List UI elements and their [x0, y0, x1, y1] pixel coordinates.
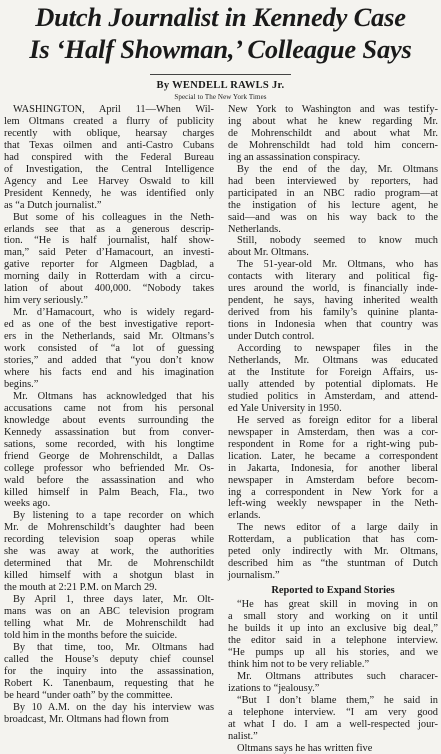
- text-line: nalist.”: [228, 730, 258, 742]
- text-line: New York to Washington and was testify-: [228, 104, 438, 115]
- text-line: newspaper in Amsterdam before becom-: [228, 474, 438, 486]
- text-line: told him in the months before the suicide.: [4, 629, 178, 641]
- text-line: killed himself with a shotgun blast in: [4, 570, 214, 582]
- text-line: wald before the assassination and who: [4, 474, 214, 486]
- text-line: pendent, he says, having inherited wealth: [228, 295, 438, 307]
- text-line: in Jakarta, Indonesia, for another liberal: [228, 462, 438, 474]
- text-line: respondent in Rome for a right-wing pub-: [228, 438, 438, 450]
- text-line: recording television soap operas while: [4, 534, 214, 546]
- text-line: left-wing weekly newspaper in the Neth-: [228, 498, 438, 510]
- text-line: she was away at work, the authorities: [4, 546, 214, 558]
- text-line: stories,” and added that “you don’t know: [4, 355, 214, 367]
- text-line: Kennedy assassination but from conver-: [4, 426, 214, 438]
- text-line: peted only indirectly with Mr. Oltmans,: [228, 546, 438, 558]
- text-line: killed himself in Palm Beach, Fla., two: [4, 486, 214, 498]
- text-line: journalism.”: [228, 570, 280, 582]
- text-line: of Investigation, the Central Intelligence: [4, 163, 214, 175]
- text-line: described him as “the stuntman of Dutch: [228, 558, 438, 570]
- text-line: erlands.: [228, 510, 261, 522]
- text-line: recently with oblique, hearsay charges: [4, 127, 214, 139]
- text-line: “But I don’t blame them,” he said in: [237, 694, 438, 706]
- text-line: Mr. de Mohrenschildt’s daughter had been: [4, 522, 214, 534]
- text-line: Rotterdam, a publication that has com-: [228, 534, 438, 546]
- text-line: ing an assassination conspiracy.: [228, 151, 361, 163]
- text-line: lem Oltmans created a flurry of publicity: [4, 115, 214, 127]
- text-line: a telephone interview. “I am very good: [228, 706, 438, 718]
- text-line: the editor said in a telephone interview.: [228, 634, 438, 646]
- text-line: But some of his colleagues in the Neth-: [13, 211, 214, 223]
- text-line: morning daily in Rotterdam with a circu-: [4, 271, 214, 283]
- text-line: college professor who befriended Mr. Os-: [4, 462, 214, 474]
- text-line: knowledge about events surrounding the: [4, 414, 214, 426]
- text-line: He served as foreign editor for a liberal: [237, 414, 438, 426]
- text-line: tion. “He is half journalist, half show-: [4, 235, 214, 247]
- text-line: begins.”: [4, 378, 39, 390]
- text-line: called the House’s deputy chief counsel: [4, 653, 214, 665]
- text-line: By April 1, three days later, Mr. Olt-: [13, 594, 214, 606]
- text-line: By the end of the day, Mr. Oltmans: [237, 163, 438, 175]
- text-line: Agency and Lee Harvey Oswald to kill: [4, 175, 214, 187]
- text-line: derived from his family’s quinine planta-: [228, 307, 438, 319]
- text-line: By listening to a tape recorder on which: [13, 510, 214, 522]
- text-line: Mr. d’Hamacourt, who is widely regard-: [13, 307, 214, 319]
- text-line: “He has great skill in moving in on: [237, 599, 438, 611]
- text-line: accusations came not from his personal: [4, 402, 214, 414]
- text-line: The news editor of a large daily in: [237, 522, 438, 534]
- text-line: According to newspaper files in the: [237, 343, 438, 355]
- text-line: Robert K. Tanenbaum, requesting that he: [4, 677, 214, 689]
- text-line: lication. Later, he became a correspondent: [228, 450, 438, 462]
- headline-line-1: Dutch Journalist in Kennedy Case: [35, 2, 406, 32]
- text-line: said—and was on his way back to the: [228, 211, 438, 223]
- text-line: had been interviewed by reporters, had: [228, 175, 438, 187]
- text-line: a small story and working on it until: [228, 611, 438, 623]
- text-line: the instigation of his lecture agent, he: [228, 199, 438, 211]
- text-line: President Kennedy, he was identified only: [4, 187, 214, 199]
- text-line: participated in an NBC radio program—at: [228, 187, 438, 199]
- text-line: Still, nobody seemed to know much: [237, 235, 438, 247]
- text-line: “He pumps up all his stories, and we: [228, 646, 438, 658]
- text-line: him very seriously.”: [4, 295, 88, 307]
- text-line: ing about what he knew regarding Mr.: [228, 115, 438, 127]
- text-line: Netherlands.: [228, 223, 281, 235]
- text-line: that Texas oilmen and anti-Castro Cubans: [4, 139, 214, 151]
- text-line: where his facts end and his imagination: [4, 366, 214, 378]
- byline-rule: [150, 74, 291, 75]
- text-line: telling what Mr. de Mohrenschildt had: [4, 617, 214, 629]
- special-credit: Special to The New York Times: [174, 93, 267, 101]
- text-line: ing a correspondent in New York for a: [228, 486, 438, 498]
- text-line: lation of about 400,000. “Nobody takes: [4, 283, 214, 295]
- text-line: mans was on an ABC television program: [4, 606, 214, 618]
- text-line: at what I do. I am a well-respected jour-: [228, 718, 438, 730]
- text-line: Mr. Oltmans attributes such characer-: [237, 670, 438, 682]
- text-line: ed as one of the best investigative report-: [4, 319, 214, 331]
- text-line: think him not to be very reliable.”: [228, 658, 370, 670]
- text-line: the mouth at 2:21 P.M. on March 29.: [4, 582, 157, 594]
- text-line: under Dutch control.: [228, 331, 315, 343]
- text-line: gative reporter for Algmeen Dagblad, a: [4, 259, 214, 271]
- text-line: man,” said Peter d’Hamacourt, an investi-: [4, 247, 214, 259]
- text-line: de Mohrenschildt had told him concern-: [228, 139, 438, 151]
- text-line: Oltmans says he has written five: [237, 742, 373, 754]
- text-line: erlands see that as a generous descrip-: [4, 223, 214, 235]
- text-line: By that time, too, Mr. Oltmans had: [13, 641, 214, 653]
- text-line: as “a Dutch journalist.”: [4, 199, 102, 211]
- text-line: tions in Indonesia when that country was: [228, 319, 438, 331]
- byline: By WENDELL RAWLS Jr.: [156, 80, 285, 91]
- text-line: The 51-year-old Mr. Oltmans, who has: [237, 259, 438, 271]
- text-line: he builds it up into an exclusive big deal,”: [228, 622, 438, 634]
- text-line: studied politics in Amsterdam, and attend-: [228, 390, 438, 402]
- text-line: Mr. Oltmans has acknowledged that his: [13, 390, 214, 402]
- text-line: be heard “under oath” by the committee.: [4, 689, 173, 701]
- text-line: de Mohrenschildt and about what Mr.: [228, 127, 438, 139]
- text-line: ers in the Netherlands, said Mr. Oltmans’s: [4, 331, 214, 343]
- text-line: sations, some recorded, with his longtime: [4, 438, 214, 450]
- headline-line-2: Is ‘Half Showman,’ Colleague Says: [29, 34, 412, 64]
- text-line: WASHINGTON, April 11—When Wil-: [13, 104, 214, 115]
- text-line: ually attended by potential diplomats. He: [228, 378, 438, 390]
- text-line: Netherlands, Mr. Oltmans was educated: [228, 355, 438, 367]
- text-line: weeks ago.: [4, 498, 51, 510]
- subhead: Reported to Expand Stories: [271, 585, 395, 597]
- text-line: broadcast, Mr. Oltmans had flown from: [4, 713, 169, 725]
- text-line: work consisted of “a lot of guessing: [4, 343, 214, 355]
- text-line: newspaper in Amsterdam, then was a cor-: [228, 426, 438, 438]
- text-line: contacts with literary and political fig-: [228, 271, 438, 283]
- text-line: about Mr. Oltmans.: [228, 247, 309, 259]
- text-line: ures around the world, is financially inde-: [228, 283, 438, 295]
- text-line: for the inquiry into the assassination,: [4, 665, 214, 677]
- text-line: at the Institute for Foreign Affairs, us-: [228, 366, 438, 378]
- text-line: friend George de Mohrenschildt, a Dallas: [4, 450, 214, 462]
- article-column-left: [4, 104, 214, 726]
- text-line: determined that Mr. de Mohrenschildt: [4, 558, 214, 570]
- text-line: ed Yale University in 1950.: [228, 402, 342, 414]
- article-column-right: [228, 104, 438, 754]
- text-line: By 10 A.M. on the day his interview was: [13, 701, 214, 713]
- text-line: izations to “jealousy.”: [228, 682, 320, 694]
- text-line: had conspired with the Federal Bureau: [4, 151, 214, 163]
